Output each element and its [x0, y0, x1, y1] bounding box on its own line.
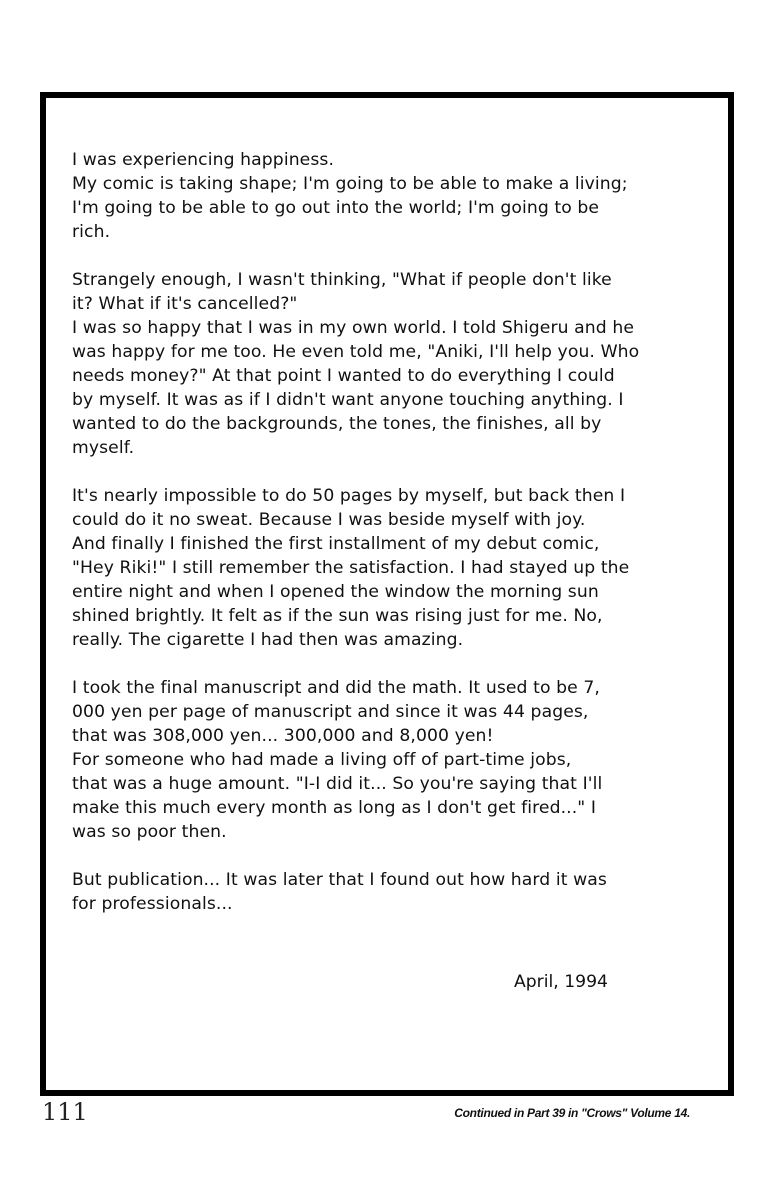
paragraph-5: [72, 868, 712, 916]
text-line: was happy for me too. He even told me, "Aniki, I'll help you. Who: [72, 342, 640, 362]
text-line: by myself. It was as if I didn't want anyone touching anything. I: [72, 390, 624, 410]
text-line: needs money?" At that point I wanted to do everything I could: [72, 366, 615, 386]
text-line: I was so happy that I was in my own world. I told Shigeru and he: [72, 318, 635, 338]
text-line: For someone who had made a living off of part-time jobs,: [72, 750, 572, 770]
text-line: myself.: [72, 438, 135, 458]
text-line: And finally I finished the first installment of my debut comic,: [72, 534, 600, 554]
text-line: I'm going to be able to go out into the world; I'm going to be: [72, 198, 600, 218]
essay-text: [72, 148, 712, 940]
text-line: entire night and when I opened the window the morning sun: [72, 582, 599, 602]
page-number: 111: [42, 1098, 88, 1126]
text-line: could do it no sweat. Because I was beside myself with joy.: [72, 510, 586, 530]
paragraph-3: [72, 484, 712, 652]
text-line: rich.: [72, 222, 111, 242]
text-line: wanted to do the backgrounds, the tones, the finishes, all by: [72, 414, 602, 434]
text-line: But publication... It was later that I found out how hard it was: [72, 870, 607, 890]
paragraph-4: [72, 676, 712, 844]
text-line: make this much every month as long as I don't get fired..." I: [72, 798, 597, 818]
text-line: it? What if it's cancelled?": [72, 294, 298, 314]
page-frame: [40, 92, 734, 1096]
text-line: I took the final manuscript and did the math. It used to be 7,: [72, 678, 600, 698]
text-line: Strangely enough, I wasn't thinking, "What if people don't like: [72, 270, 612, 290]
text-line: 000 yen per page of manuscript and since it was 44 pages,: [72, 702, 589, 722]
text-line: really. The cigarette I had then was amazing.: [72, 630, 464, 650]
text-line: that was a huge amount. "I-I did it... So you're saying that I'll: [72, 774, 603, 794]
paragraph-1: [72, 148, 712, 244]
text-line: It's nearly impossible to do 50 pages by myself, but back then I: [72, 486, 626, 506]
text-line: shined brightly. It felt as if the sun was rising just for me. No,: [72, 606, 603, 626]
text-line: "Hey Riki!" I still remember the satisfaction. I had stayed up the: [72, 558, 630, 578]
text-line: that was 308,000 yen... 300,000 and 8,000 yen!: [72, 726, 494, 746]
text-line: for professionals...: [72, 894, 233, 914]
date-signature: April, 1994: [514, 972, 608, 992]
text-line: My comic is taking shape; I'm going to be able to make a living;: [72, 174, 628, 194]
text-line: I was experiencing happiness.: [72, 150, 335, 170]
paragraph-2: [72, 268, 712, 460]
continued-note: Continued in Part 39 in "Crows" Volume 14.: [454, 1106, 690, 1120]
text-line: was so poor then.: [72, 822, 227, 842]
